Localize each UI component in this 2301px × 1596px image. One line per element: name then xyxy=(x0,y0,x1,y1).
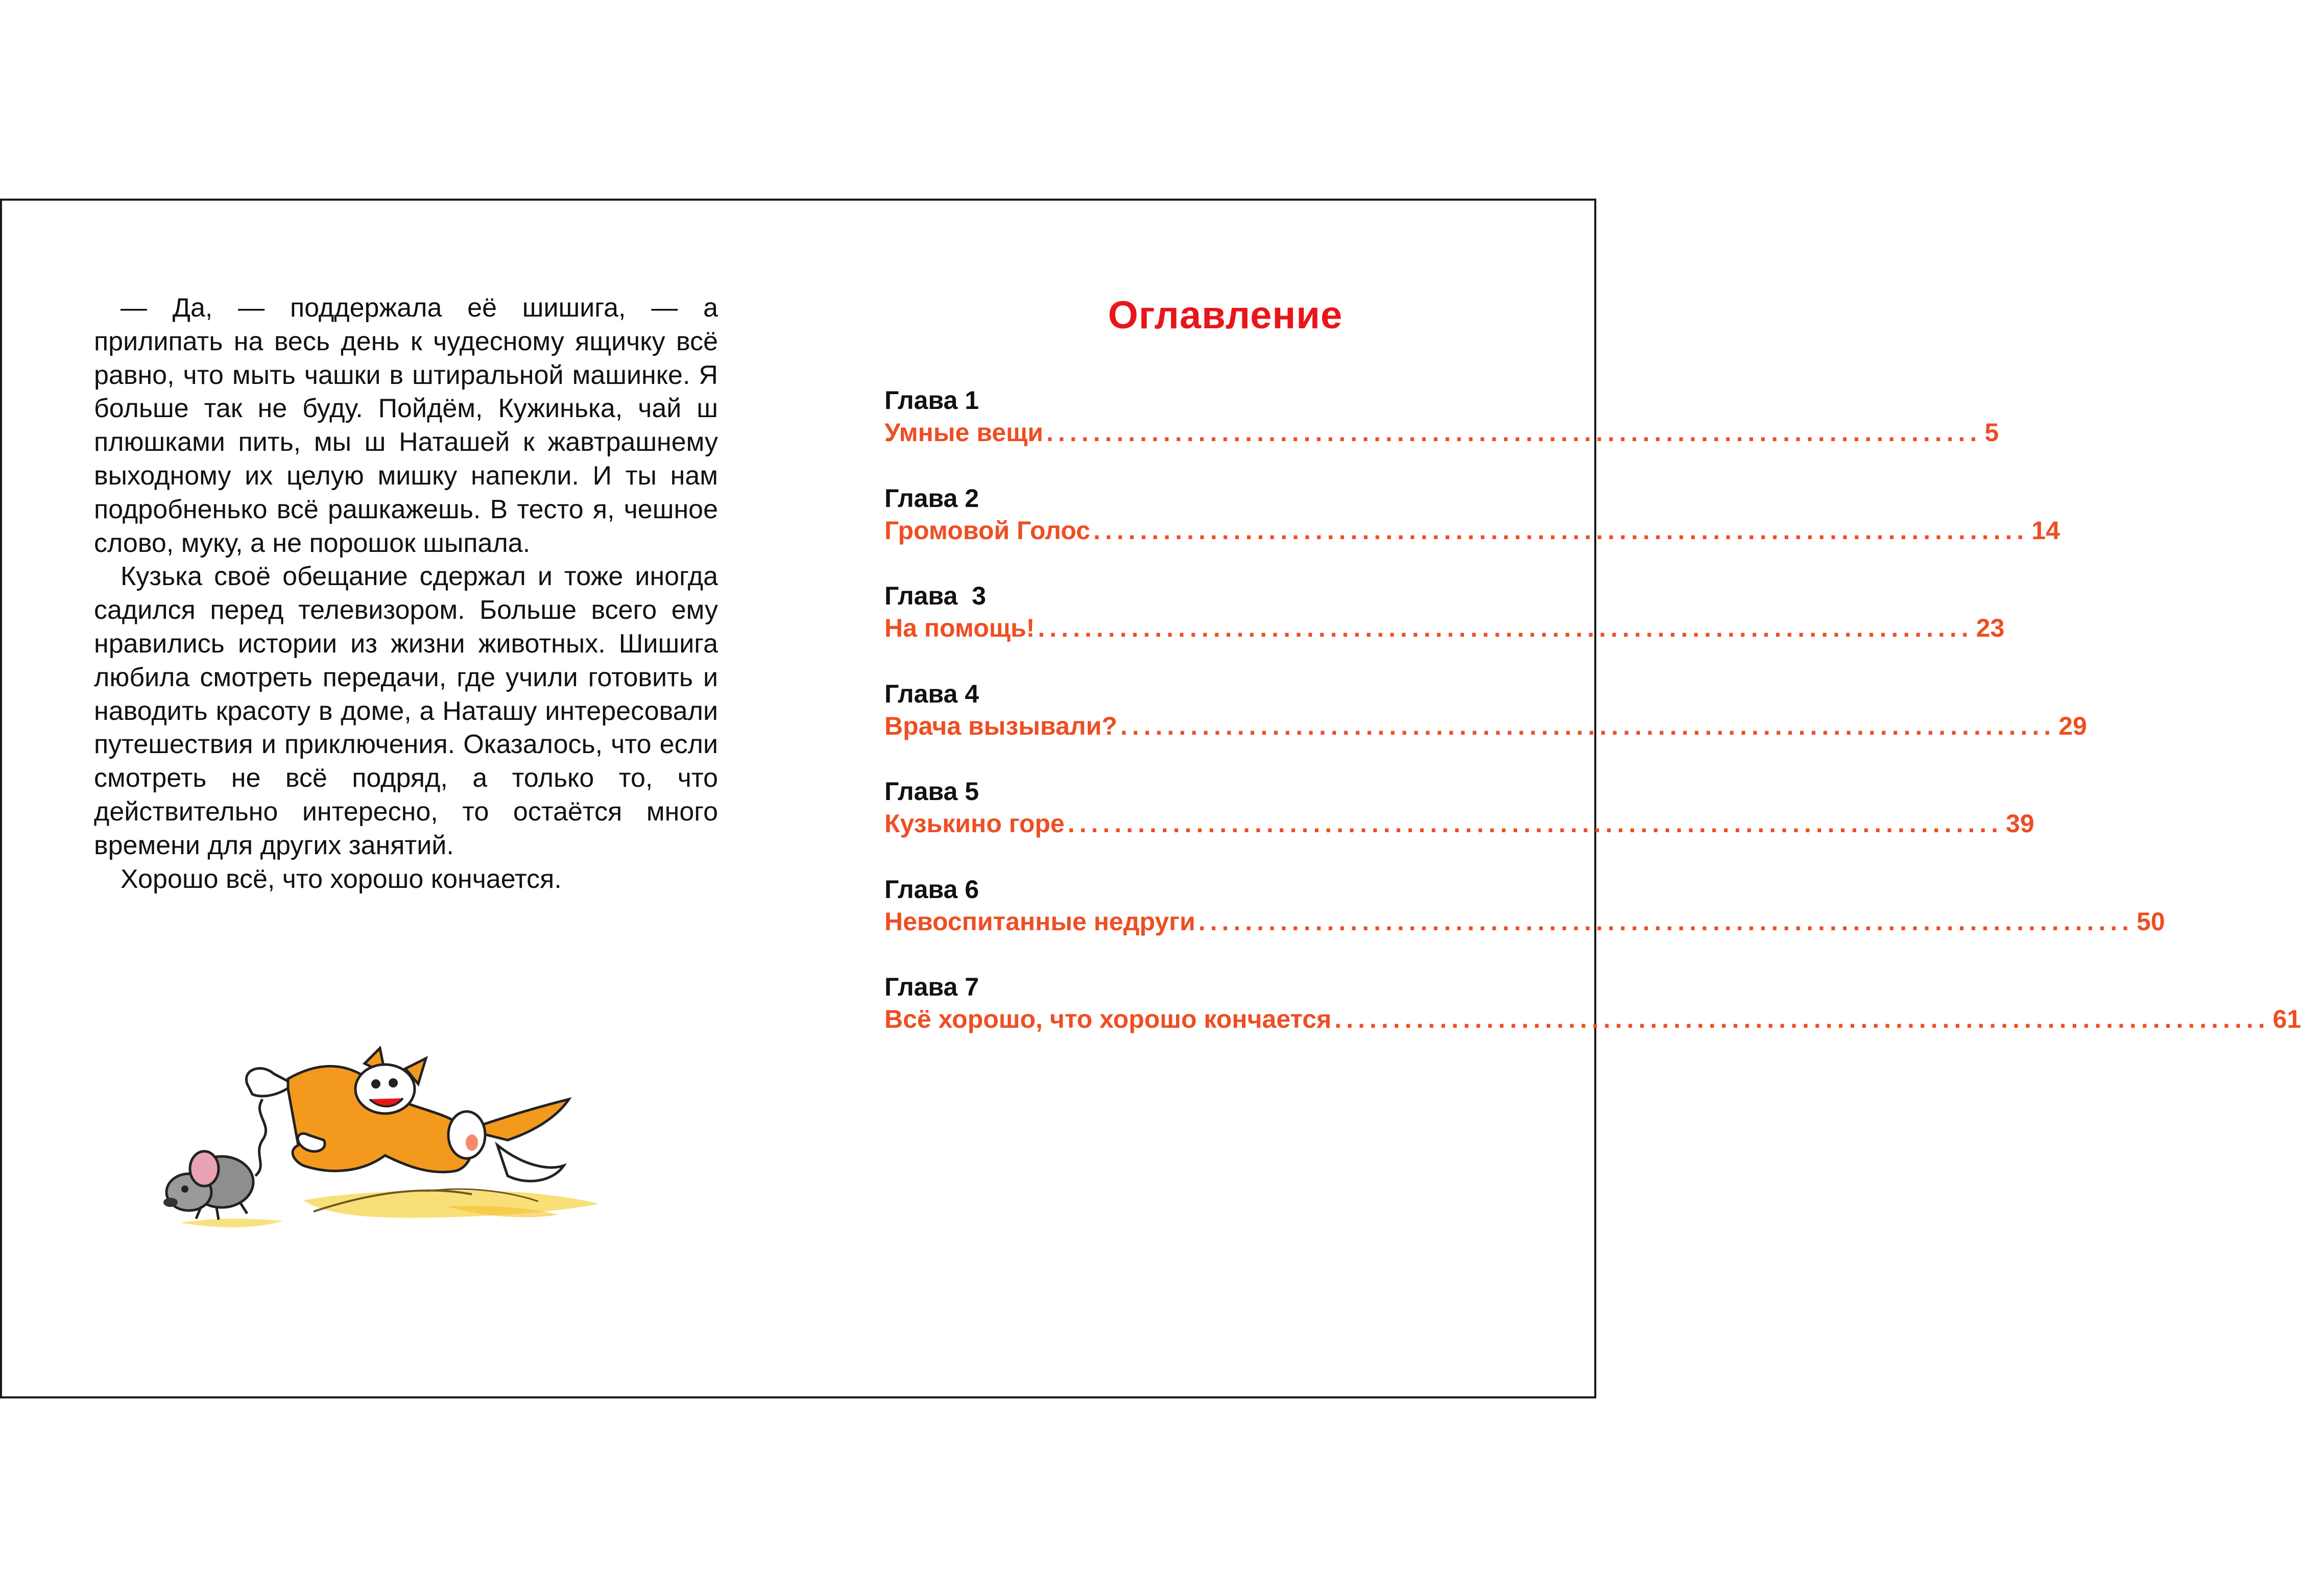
dot-leader: ................................................................................ xyxy=(1038,614,1973,642)
chapter-title[interactable]: На помощь! xyxy=(884,614,1035,642)
chapter-number: Глава 6 xyxy=(884,875,979,904)
dot-leader: ................................................................................ xyxy=(1067,809,2003,838)
chapter-row[interactable] xyxy=(884,1003,2301,1035)
chapter-number: Глава 1 xyxy=(884,386,979,415)
chapter-number: Глава 3 xyxy=(884,582,986,610)
page-number: 50 xyxy=(2137,907,2165,936)
book-spread xyxy=(0,199,2301,1398)
page-number: 23 xyxy=(1976,614,2005,642)
toc-entry[interactable] xyxy=(884,580,2005,678)
toc-entry[interactable] xyxy=(884,384,1999,482)
cat-chasing-mouse-illustration xyxy=(140,1038,671,1263)
chapter-row[interactable] xyxy=(884,710,2087,742)
story-paragraph: Кузька своё обещание сдержал и тоже иногда садился перед телевизором. Больше всего ему нравились истории из жизни животных. Шишига любила смотреть передачи, где учили готовить и наводить красоту в доме, а Наташу интересовали путешествия и приключения. Оказалось, что если смотреть не всё подряд, а только то, что действительно интересно, то остаётся много времени для других занятий. xyxy=(94,562,718,860)
chapter-title[interactable]: Умные вещи xyxy=(884,418,1044,447)
chapter-number: Глава 7 xyxy=(884,973,979,1001)
dot-leader: ................................................................................ xyxy=(1120,711,2056,740)
dot-leader: ................................................................................ xyxy=(1046,418,1982,447)
chapter-row[interactable] xyxy=(884,807,2034,840)
page-number: 5 xyxy=(1984,418,1999,447)
chapter-row[interactable] xyxy=(884,416,1999,449)
toc-entry[interactable] xyxy=(884,971,2301,1069)
chapter-title[interactable]: Громовой Голос xyxy=(884,516,1090,545)
toc-list xyxy=(884,384,2301,1069)
chapter-title[interactable]: Невоспитанные недруги xyxy=(884,907,1195,936)
table-of-contents xyxy=(884,293,2301,1069)
chapter-title[interactable]: Кузькино горе xyxy=(884,809,1065,838)
chapter-row[interactable] xyxy=(884,612,2005,644)
chapter-title[interactable]: Врача вызывали? xyxy=(884,711,1117,740)
toc-title: Оглавление xyxy=(1108,294,1343,337)
toc-entry[interactable] xyxy=(884,482,2060,581)
toc-entry[interactable] xyxy=(884,874,2165,972)
cat-icon xyxy=(246,1048,569,1181)
page-number: 14 xyxy=(2031,516,2060,545)
story-paragraph: Хорошо всё, что хорошо кончается. xyxy=(121,864,562,894)
dot-leader: ................................................................................ xyxy=(1093,516,2029,545)
chapter-number: Глава 4 xyxy=(884,679,979,708)
left-page-text xyxy=(94,292,718,896)
page-number: 29 xyxy=(2058,711,2087,740)
dot-leader: ................................................................................ xyxy=(1198,907,2134,936)
page-number: 61 xyxy=(2272,1005,2301,1033)
mouse-icon xyxy=(163,1099,266,1220)
chapter-row[interactable] xyxy=(884,514,2060,547)
page-number: 39 xyxy=(2006,809,2034,838)
story-paragraph: — Да, — поддержала её шишига, — а прилипать на весь день к чудесному ящичку всё равно, что мыть чашки в штиральной машинке. Я больше так не буду. Пойдём, Кужинька, чай ш плюшками пить, мы ш Наташей к жавтрашнему выходному их целую мишку напекли. И ты нам подробненько всё рашкажешь. В тесто я, чешное слово, муку, а не порошок шыпала. xyxy=(94,293,718,558)
toc-entry[interactable] xyxy=(884,678,2087,776)
chapter-title[interactable]: Всё хорошо, что хорошо кончается xyxy=(884,1005,1332,1033)
chapter-row[interactable] xyxy=(884,905,2165,938)
toc-entry[interactable] xyxy=(884,776,2034,874)
dot-leader: ................................................................................ xyxy=(1334,1005,2270,1033)
chapter-number: Глава 5 xyxy=(884,777,979,806)
chapter-number: Глава 2 xyxy=(884,483,979,513)
